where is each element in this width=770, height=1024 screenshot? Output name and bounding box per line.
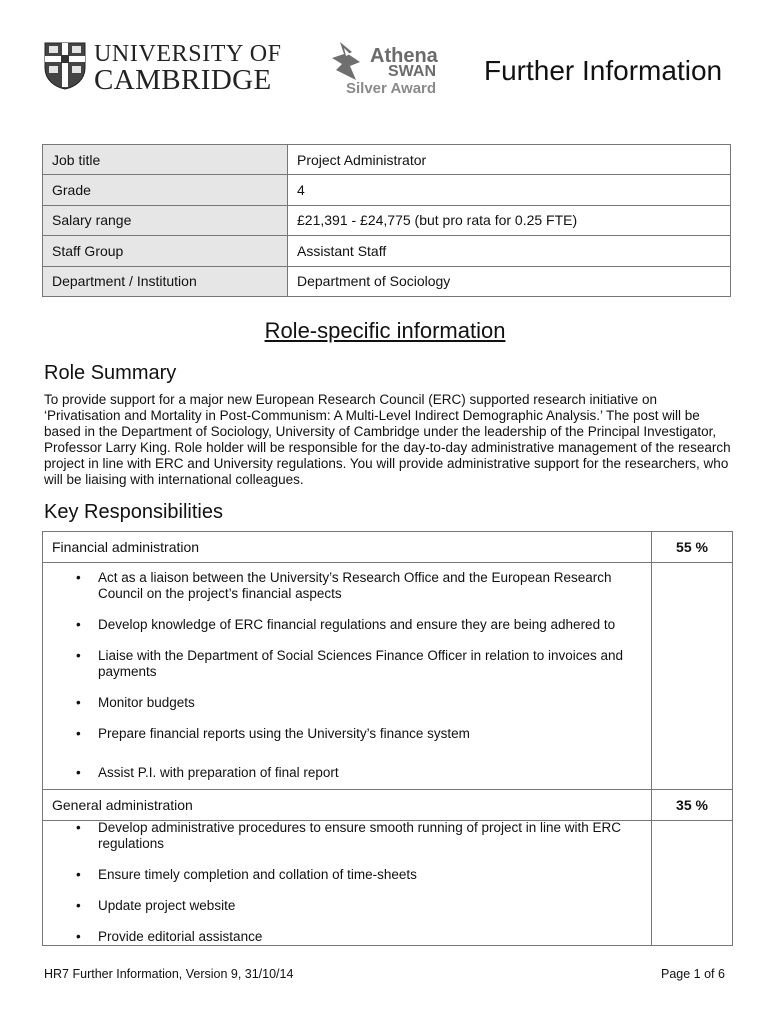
bullet-item: • Update project website [52, 898, 642, 914]
job-detail-label: Department / Institution [43, 266, 288, 296]
responsibilities-table [42, 531, 733, 946]
job-detail-label: Job title [43, 145, 288, 175]
bullet-item: • Assist P.I. with preparation of final report [52, 765, 642, 781]
key-responsibilities-heading: Key Responsibilities [44, 501, 223, 523]
university-line1: UNIVERSITY OF [94, 41, 282, 67]
responsibility-percent-empty [652, 821, 732, 945]
bullet-item: • Develop administrative procedures to ensure smooth running of project in line with ERC regulations [52, 820, 642, 852]
job-detail-row [43, 236, 731, 266]
job-detail-value: Project Administrator [288, 145, 731, 175]
responsibility-items [43, 563, 652, 789]
bullet-item: • Develop knowledge of ERC financial regulations and ensure they are being adhered to [52, 617, 642, 633]
bullet-list [52, 570, 642, 781]
responsibility-area-name: General administration [43, 790, 652, 820]
bullet-item: • Monitor budgets [52, 695, 642, 711]
athena-swan-logo [330, 40, 450, 100]
university-line2: CAMBRIDGE [94, 64, 272, 96]
job-detail-value: Assistant Staff [288, 236, 731, 266]
responsibility-area-row [43, 790, 732, 821]
job-detail-value: 4 [288, 175, 731, 205]
silver-award-text: Silver Award [346, 80, 437, 97]
job-detail-label: Salary range [43, 205, 288, 235]
responsibility-percent: 55 % [676, 539, 708, 555]
job-detail-value: £21,391 - £24,775 (but pro rata for 0.25 FTE) [288, 205, 731, 235]
bullet-item: • Act as a liaison between the University’s Research Office and the European Research Council on the project’s financial aspects [52, 570, 642, 602]
bullet-item: • Ensure timely completion and collation of time-sheets [52, 867, 642, 883]
job-detail-label: Grade [43, 175, 288, 205]
job-details-table [42, 144, 731, 297]
job-detail-row [43, 145, 731, 175]
responsibility-area-name: Financial administration [43, 532, 652, 562]
bullet-item: • Prepare financial reports using the University’s finance system [52, 726, 642, 742]
job-detail-row [43, 266, 731, 296]
job-detail-label: Staff Group [43, 236, 288, 266]
role-summary-text: To provide support for a major new European Research Council (ERC) supported research initiative on ‘Privatisation and Mortality in Post-Communism: A Multi-Level Indirect Demographic Analysis.’ The post will be based in the Department of Sociology, University of Cambridge under the leadership of the Principal Investigator, Professor Larry King. Role holder will be responsible for the day-to-day administrative management of the research project in line with ERC and University regulations. You will provide administrative support for the researchers, who will be liaising with international colleagues. [44, 392, 731, 487]
athena-text: Athena [370, 45, 438, 67]
bullet-list [52, 820, 642, 945]
cambridge-shield-icon [44, 42, 86, 90]
page-header [0, 0, 770, 110]
responsibility-items [43, 820, 652, 945]
footer-page-number: Page 1 of 6 [661, 967, 725, 981]
cambridge-wordmark [94, 42, 282, 94]
swan-text: SWAN [388, 63, 436, 80]
job-detail-value: Department of Sociology [288, 266, 731, 296]
document-title: Further Information [484, 55, 723, 86]
responsibility-items-row [43, 563, 732, 790]
job-detail-row [43, 175, 731, 205]
role-specific-title: Role-specific information [264, 318, 506, 343]
responsibility-items-row [43, 821, 732, 945]
bullet-item: • Liaise with the Department of Social Sciences Finance Officer in relation to invoices and payments [52, 648, 642, 680]
bullet-item: • Provide editorial assistance [52, 929, 642, 945]
cambridge-logo [44, 41, 284, 96]
responsibility-percent: 35 % [676, 797, 708, 813]
responsibility-percent-empty [652, 563, 732, 789]
job-detail-row [43, 205, 731, 235]
footer-version: HR7 Further Information, Version 9, 31/10/14 [44, 967, 294, 981]
role-summary-heading: Role Summary [44, 362, 177, 384]
responsibility-area-row [43, 532, 732, 563]
